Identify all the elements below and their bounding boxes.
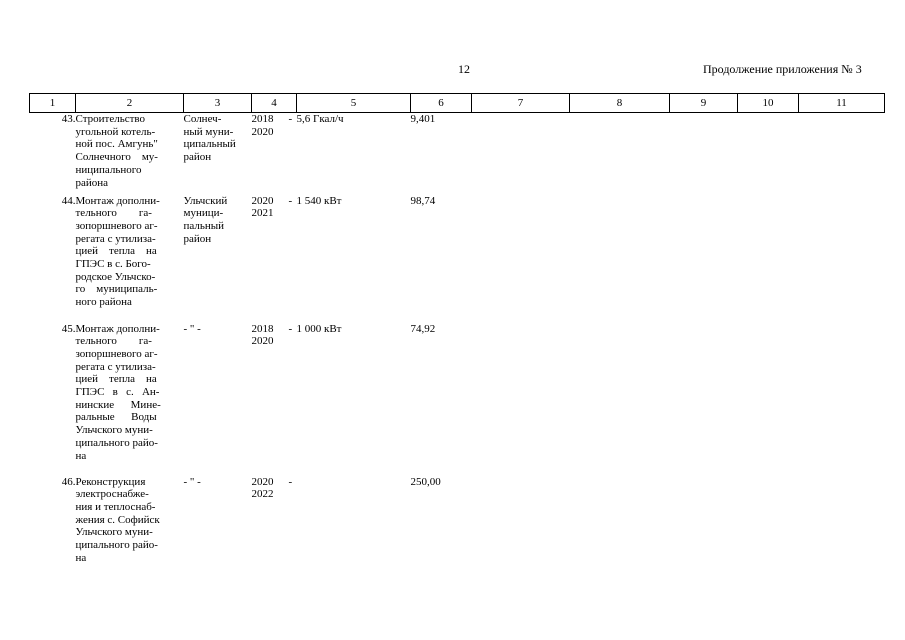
project-name-line: ниципального [75,163,142,176]
column-header: 7 [472,94,570,113]
empty-cell [738,323,799,476]
project-name-line: Солнечного му- [75,151,158,164]
row-number: 45. [61,322,76,335]
column-header: 11 [799,94,885,113]
empty-cell [472,113,570,195]
empty-cell [738,113,799,195]
column-header: 6 [411,94,472,113]
dash-mark: - [288,322,293,335]
district-cell [184,113,252,195]
cost-cell: 250,00 [410,475,441,488]
project-name-line: района [75,176,109,189]
empty-cell [472,476,570,586]
project-name-line: ной пос. Амгунь" [75,138,158,151]
project-name-line: Ульчского муни- [75,424,153,437]
column-header: 9 [670,94,738,113]
project-name-line: на [75,449,87,462]
table-row [30,476,885,586]
project-name-cell [76,476,184,586]
table-row [30,195,885,323]
project-name-line: ральные Воды [75,411,157,424]
empty-cell [670,323,738,476]
project-name-line: Реконструкция [75,475,146,488]
district-line: муници- [183,207,224,220]
empty-cell [570,476,670,586]
year-line: 2020 [251,335,274,348]
cost-cell: 9,401 [410,113,436,125]
district-line: - " - [183,322,201,335]
project-name-line: ния и теплоснаб- [75,500,156,513]
empty-cell [670,113,738,195]
year-line: 2020 [251,475,274,488]
empty-cell [799,323,885,476]
empty-cell [472,323,570,476]
column-header: 8 [570,94,670,113]
district-line: ципальный [183,138,236,151]
district-cell [184,195,252,323]
capacity-cell [288,475,411,586]
district-line: ный муни- [183,125,234,138]
capacity-value: 1 540 кВт [296,194,342,207]
empty-cell [799,113,885,195]
district-line: пальный [183,219,225,232]
project-name-line: тельного га- [75,207,152,220]
empty-cell [799,476,885,586]
capacity-value: 5,6 Гкал/ч [296,113,344,125]
project-name-line: го муниципаль- [75,283,158,296]
empty-cell [670,195,738,323]
project-name-line: Монтаж дополни- [75,322,160,335]
project-name-line: Строительство [75,113,146,125]
capacity-cell [288,194,411,323]
project-name-cell [76,195,184,323]
dash-mark: - [288,113,293,125]
column-header: 5 [297,94,411,113]
district-line: район [183,151,212,164]
capacity-value: 1 000 кВт [296,322,342,335]
year-line: 2021 [251,207,274,220]
cost-cell: 74,92 [410,322,436,335]
empty-cell [570,195,670,323]
year-line: 2018 [251,322,274,335]
project-name-line: ципального райо- [75,539,158,552]
year-line: 2020 [251,125,274,138]
project-name-line: тельного га- [75,335,152,348]
empty-cell [799,195,885,323]
column-header: 10 [738,94,799,113]
project-name-line: нинские Мине- [75,398,161,411]
district-cell [184,476,252,586]
row-number: 44. [61,194,76,207]
table-row [30,323,885,476]
page-number: 12 [458,62,470,76]
project-name-line: зопоршневого аг- [75,347,158,360]
project-name-cell [76,323,184,476]
years-cell [252,476,297,586]
project-name-line: ГПЭС в с. Ан- [75,386,160,399]
dash-mark: - [288,475,293,488]
project-name-line: электроснабже- [75,488,149,501]
row-number: 46. [61,475,76,488]
empty-cell [570,113,670,195]
empty-cell [738,476,799,586]
cost-cell: 98,74 [410,194,436,207]
column-header: 1 [30,94,76,113]
project-name-line: жения с. Софийск [75,513,160,526]
project-name-line: регата с утилиза- [75,232,156,245]
project-name-line: Монтаж дополни- [75,194,160,207]
project-name-line: Ульчского муни- [75,526,153,539]
column-header: 2 [76,94,184,113]
project-name-line: цией тепла на [75,245,157,258]
project-name-line: регата с утилиза- [75,360,156,373]
district-cell [184,323,252,476]
district-line: район [183,232,212,245]
dash-mark: - [288,194,293,207]
project-name-line: ципального райо- [75,436,158,449]
empty-cell [738,195,799,323]
year-line: 2018 [251,113,274,125]
years-cell [252,323,297,476]
header-row [30,94,885,113]
project-name-line: на [75,551,87,564]
years-cell [252,195,297,323]
project-name-cell [76,113,184,195]
project-name-line: ГПЭС в с. Бого- [75,258,151,271]
empty-cell [570,323,670,476]
district-line: Солнеч- [183,113,222,125]
column-header: 3 [184,94,252,113]
project-name-line: цией тепла на [75,373,157,386]
year-line: 2022 [251,488,274,501]
year-line: 2020 [251,194,274,207]
continuation-label: Продолжение приложения № 3 [703,62,862,76]
project-name-line: родское Ульчско- [75,270,156,283]
district-line: - " - [183,475,201,488]
project-name-line: ного района [75,296,132,309]
district-line: Ульчский [183,194,228,207]
empty-cell [670,476,738,586]
project-name-line: зопоршневого аг- [75,219,158,232]
column-header: 4 [252,94,297,113]
capacity-cell [288,113,411,195]
project-name-line: угольной котель- [75,125,156,138]
capacity-cell [288,322,411,476]
table-row [30,113,885,195]
row-number: 43. [61,113,76,125]
empty-cell [472,195,570,323]
data-table [29,93,885,586]
